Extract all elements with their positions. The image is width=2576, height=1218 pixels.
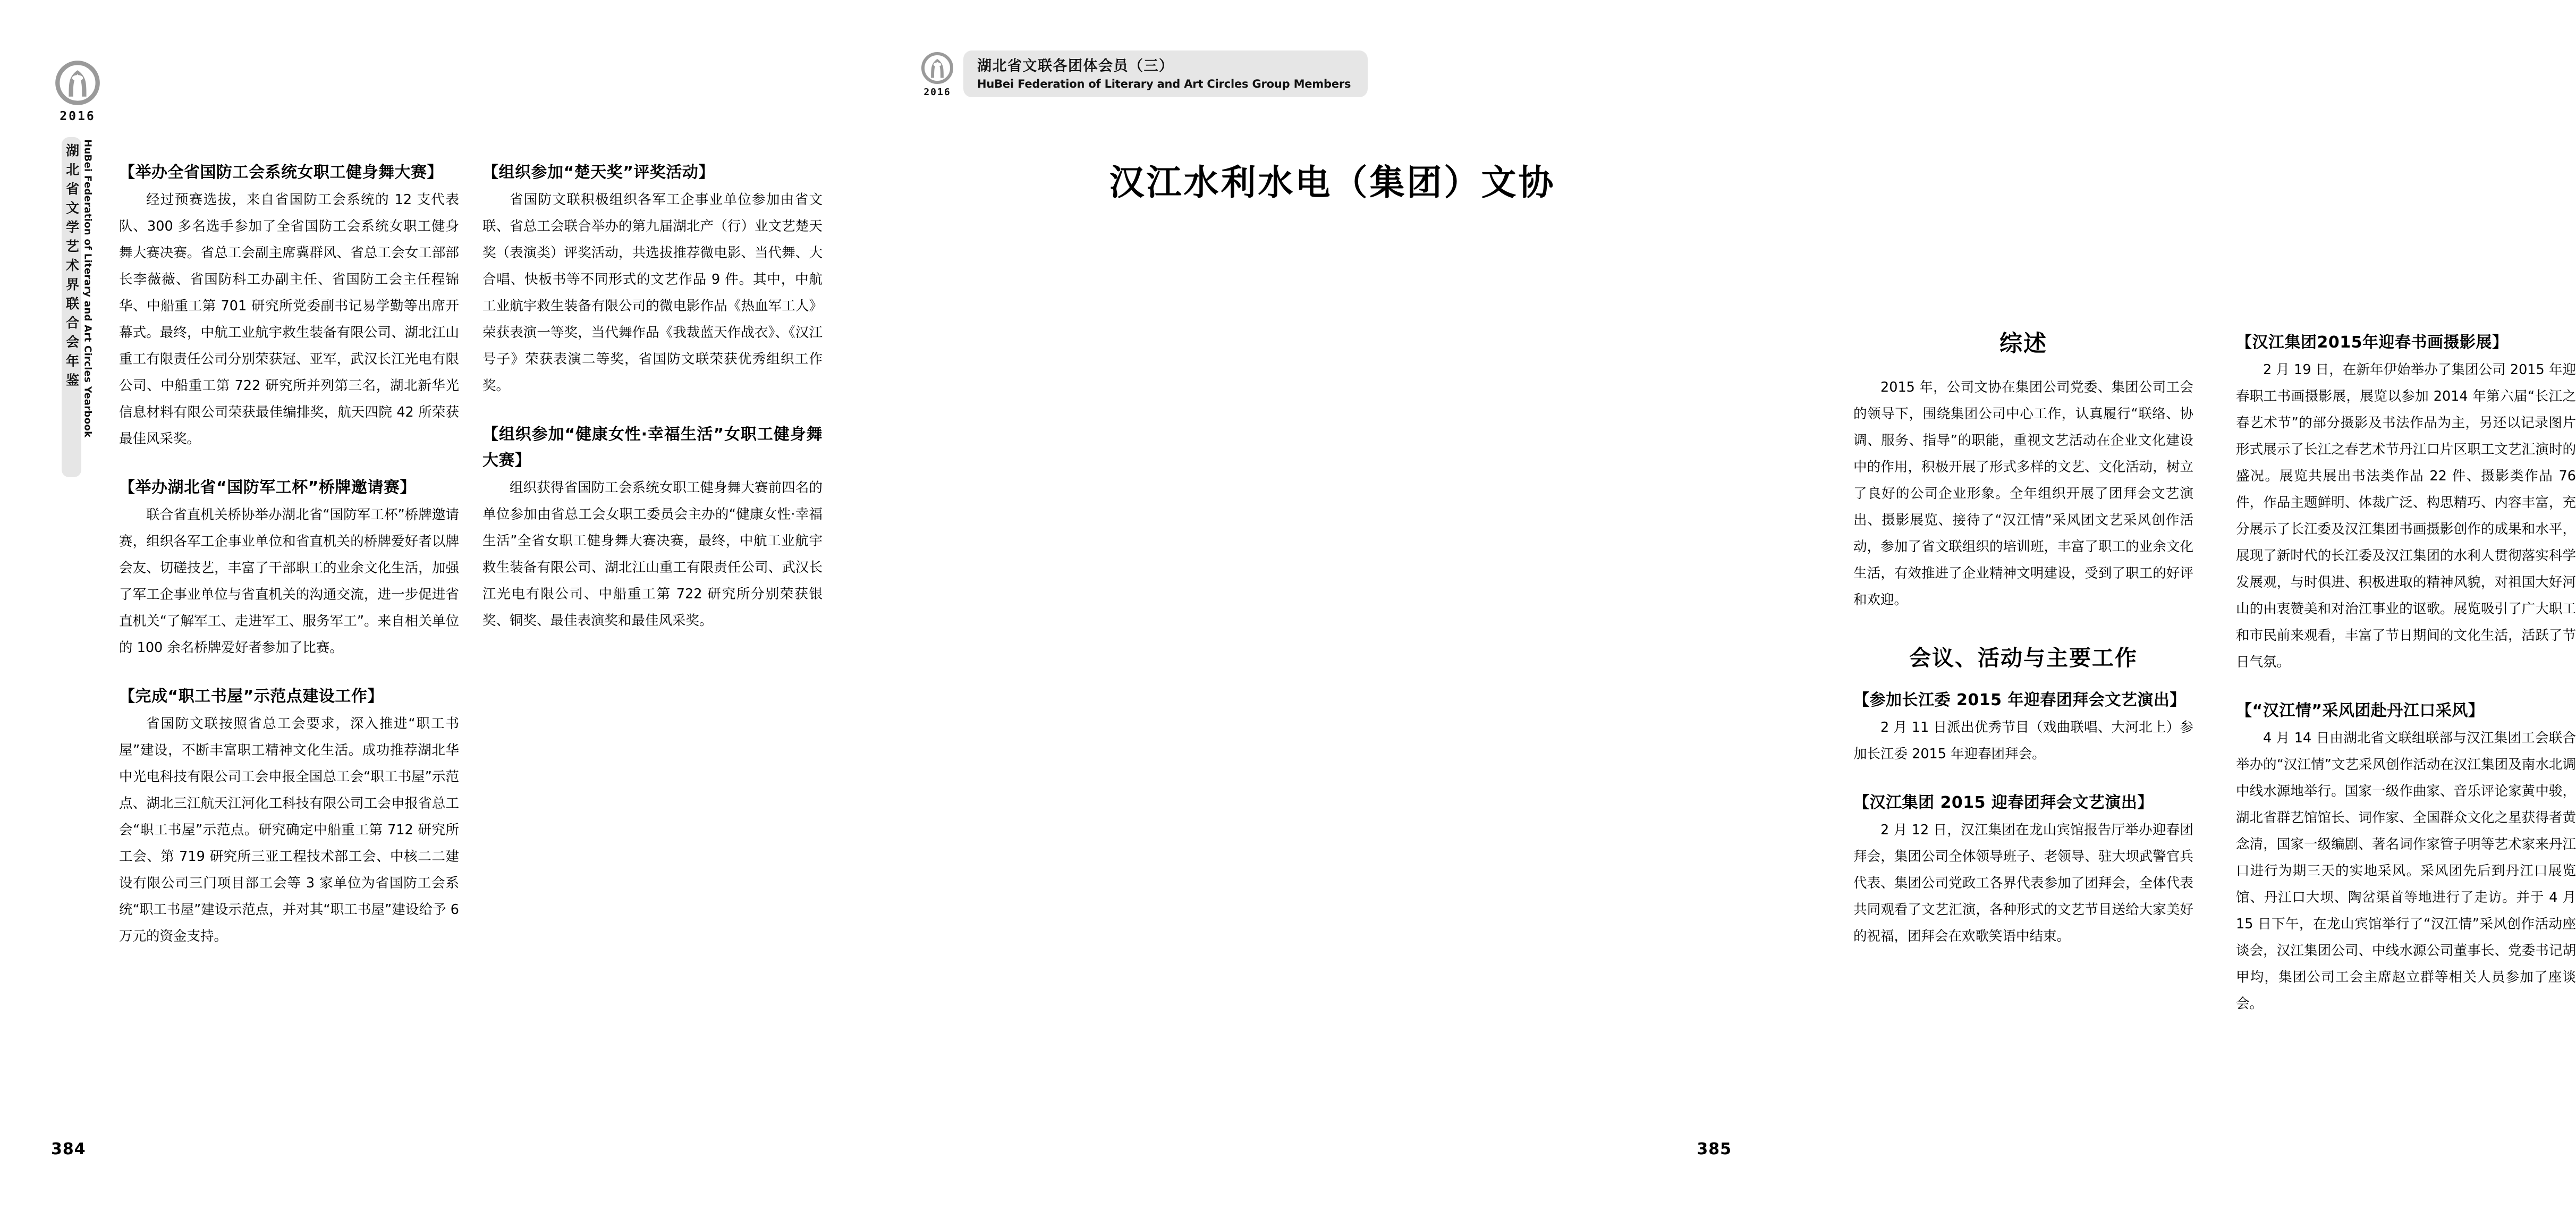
article [119, 159, 459, 452]
page-right [882, 0, 2576, 1218]
article-title: 【组织参加“健康女性·幸福生活”女职工健身舞大赛】 [482, 425, 823, 470]
article [2236, 698, 2576, 1017]
article-title: 【参加长江委 2015 年迎春团拜会文艺演出】 [1853, 691, 2186, 710]
article-body: 2 月 19 日，在新年伊始举办了集团公司 2015 年迎春职工书画摄影展，展览以参加 2014 年第六届“长江之春艺术节”的部分摄影及书法作品为主，另还以记录图片形式展示了长江之春艺术节丹江口片区职工文艺汇演时的盛况。展览共展出书法类作品 22 件、摄影类作品 76 件，作品主题鲜明、体裁广泛、构思精巧、内容丰富，充分展示了长江委及汉江集团书画摄影创作的成果和水平，展现了新时代的长江委及汉江集团的水利人贯彻落实科学发展观，与时俱进、积极进取的精神风貌，对祖国大好河山的由衷赞美和对治江事业的讴歌。展览吸引了广大职工和市民前来观看，丰富了节日期间的文化生活，活跃了节日气氛。 [2236, 362, 2576, 670]
article-body: 省国防文联积极组织各军工企事业单位参加由省文联、省总工会联合举办的第九届湖北产（行）业文艺楚天奖（表演类）评奖活动，共选拔推荐微电影、当代舞、大合唱、快板书等不同形式的文艺作品 9 件。其中，中航工业航宇救生装备有限公司的微电影作品《热血军工人》荣获表演一等奖，当代舞作品《我裁蓝天作战衣》、《汉江号子》荣获表演二等奖，省国防文联荣获优秀组织工作奖。 [482, 192, 823, 394]
header-title-en: HuBei Federation of Literary and Art Circles Group Members [977, 78, 1351, 91]
yearbook-rail [51, 58, 104, 477]
left-column-2 [482, 159, 823, 634]
article-body: 联合省直机关桥协举办湖北省“国防军工杯”桥牌邀请赛，组织各军工企事业单位和省直机关的桥牌爱好者以牌会友、切磋技艺，丰富了干部职工的业余文化生活，加强了军工企事业单位与省直机关的沟通交流，进一步促进省直机关“了解军工、走进军工、服务军工”。来自相关单位的 100 余名桥牌爱好者参加了比赛。 [119, 507, 459, 656]
article-title: 【组织参加“楚天奖”评奖活动】 [482, 163, 715, 182]
yearbook-rail-cn: 湖北省文学艺术界联合会年鉴 [62, 137, 81, 477]
article-title: 【汉江集团 2015 迎春团拜会文艺演出】 [1853, 793, 2154, 813]
page-number-left: 384 [51, 1140, 86, 1158]
article-title: 【“汉江情”采风团赴丹江口采风】 [2236, 701, 2485, 720]
header-emblem-year: 2016 [923, 87, 951, 98]
overview-body: 2015 年，公司文协在集团公司党委、集团公司工会的领导下，围绕集团公司中心工作，认真履行“联络、协调、服务、指导”的职能，重视文艺活动在企业文化建设中的作用，积极开展了形式多样的文艺、文化活动，树立了良好的公司企业形象。全年组织开展了团拜会文艺演出、摄影展览、接待了“汉江情”采风团文艺采风创作活动，参加了省文联组织的培训班，丰富了职工的业余文化生活，有效推进了企业精神文明建设，受到了职工的好评和欢迎。 [1853, 379, 2193, 608]
article-title: 【汉江集团2015年迎春书画摄影展】 [2236, 333, 2509, 352]
article [1853, 687, 2193, 767]
article [2236, 329, 2576, 675]
header-band [963, 50, 1368, 97]
article-title: 【举办湖北省“国防军工杯”桥牌邀请赛】 [119, 478, 416, 497]
article-title: 【完成“职工书屋”示范点建设工作】 [119, 687, 384, 706]
section-title: 汉江水利水电（集团）文协 [1109, 162, 1556, 203]
federation-emblem-icon [920, 50, 955, 86]
header-title-cn: 湖北省文联各团体会员（三） [977, 58, 1174, 74]
spacer [1853, 613, 2193, 644]
article-body: 经过预赛选拔，来自省国防工会系统的 12 支代表队、300 多名选手参加了全省国防工会系统女职工健身舞大赛决赛。省总工会副主席冀群风、省总工会女工部部长李薇薇、省国防科工办副主任、省国防工会主任程锦华、中船重工第 701 研究所党委副书记易学勤等出席开幕式。最终，中航工业航宇救生装备有限公司、湖北江山重工有限责任公司分别荣获冠、亚军，武汉长江光电有限公司、中船重工第 722 研究所并列第三名，湖北新华光信息材料有限公司荣获最佳编排奖，航天四院 42 所荣获最佳风采奖。 [119, 192, 459, 447]
article-body: 4 月 14 日由湖北省文联组联部与汉江集团工会联合举办的“汉江情”文艺采风创作活动在汉江集团及南水北调中线水源地举行。国家一级作曲家、音乐评论家黄中骏，湖北省群艺馆馆长、词作家、全国群众文化之星获得者黄念清，国家一级编剧、著名词作家管子明等艺术家来丹江口进行为期三天的实地采风。采风团先后到丹江口展览馆、丹江口大坝、陶岔渠首等地进行了走访。并于 4 月 15 日下午，在龙山宾馆举行了“汉江情”采风创作活动座谈会，汉江集团公司、中线水源公司董事长、党委书记胡甲均，集团公司工会主席赵立群等相关人员参加了座谈会。 [2236, 730, 2576, 1012]
page-number-right: 385 [1697, 1140, 1732, 1158]
emblem-year-label: 2016 [60, 109, 96, 123]
meetings-heading: 会议、活动与主要工作 [1909, 645, 2138, 671]
article-body: 2 月 11 日派出优秀节目（戏曲联唱、大河北上）参加长江委 2015 年迎春团拜会。 [1853, 720, 2193, 763]
article [1853, 790, 2193, 950]
page-left [0, 0, 882, 1218]
article-body: 2 月 12 日，汉江集团在龙山宾馆报告厅举办迎春团拜会，集团公司全体领导班子、老领导、驻大坝武警官兵代表、集团公司党政工各界代表参加了团拜会，全体代表共同观看了文艺汇演，各种形式的文艺节目送给大家美好的祝福，团拜会在欢歌笑语中结束。 [1853, 822, 2193, 945]
article-title: 【举办全省国防工会系统女职工健身舞大赛】 [119, 163, 443, 182]
yearbook-rail-en: HuBei Federation of Literary and Art Circles Yearbook [82, 139, 94, 438]
right-column-1 [1853, 329, 2193, 950]
article-body: 省国防文联按照省总工会要求，深入推进“职工书屋”建设，不断丰富职工精神文化生活。成功推荐湖北华中光电科技有限公司工会申报全国总工会“职工书屋”示范点、湖北三江航天江河化工科技有限公司工会申报省总工会“职工书屋”示范点。研究确定中船重工第 712 研究所工会、第 719 研究所三亚工程技术部工会、中核二二建设有限公司三门项目部工会等 3 家单位为省国防工会系统“职工书屋”建设示范点，并对其“职工书屋”建设给予 6 万元的资金支持。 [119, 716, 459, 944]
article [482, 421, 823, 634]
federation-emblem-icon [53, 58, 102, 107]
running-header [917, 50, 1368, 98]
left-column-1 [119, 159, 459, 950]
article-body: 组织获得省国防工会系统女职工健身舞大赛前四名的单位参加由省总工会女职工委员会主办的“健康女性·幸福生活”全省女职工健身舞大赛决赛，最终，中航工业航宇救生装备有限公司、湖北江山重工有限责任公司、武汉长江光电有限公司、中船重工第 722 研究所分别荣获银奖、铜奖、最佳表演奖和最佳风采奖。 [482, 480, 823, 629]
right-column-2 [2236, 329, 2576, 1017]
article [482, 159, 823, 399]
article [119, 475, 459, 661]
overview-heading: 综述 [1999, 331, 2047, 357]
article [119, 683, 459, 950]
